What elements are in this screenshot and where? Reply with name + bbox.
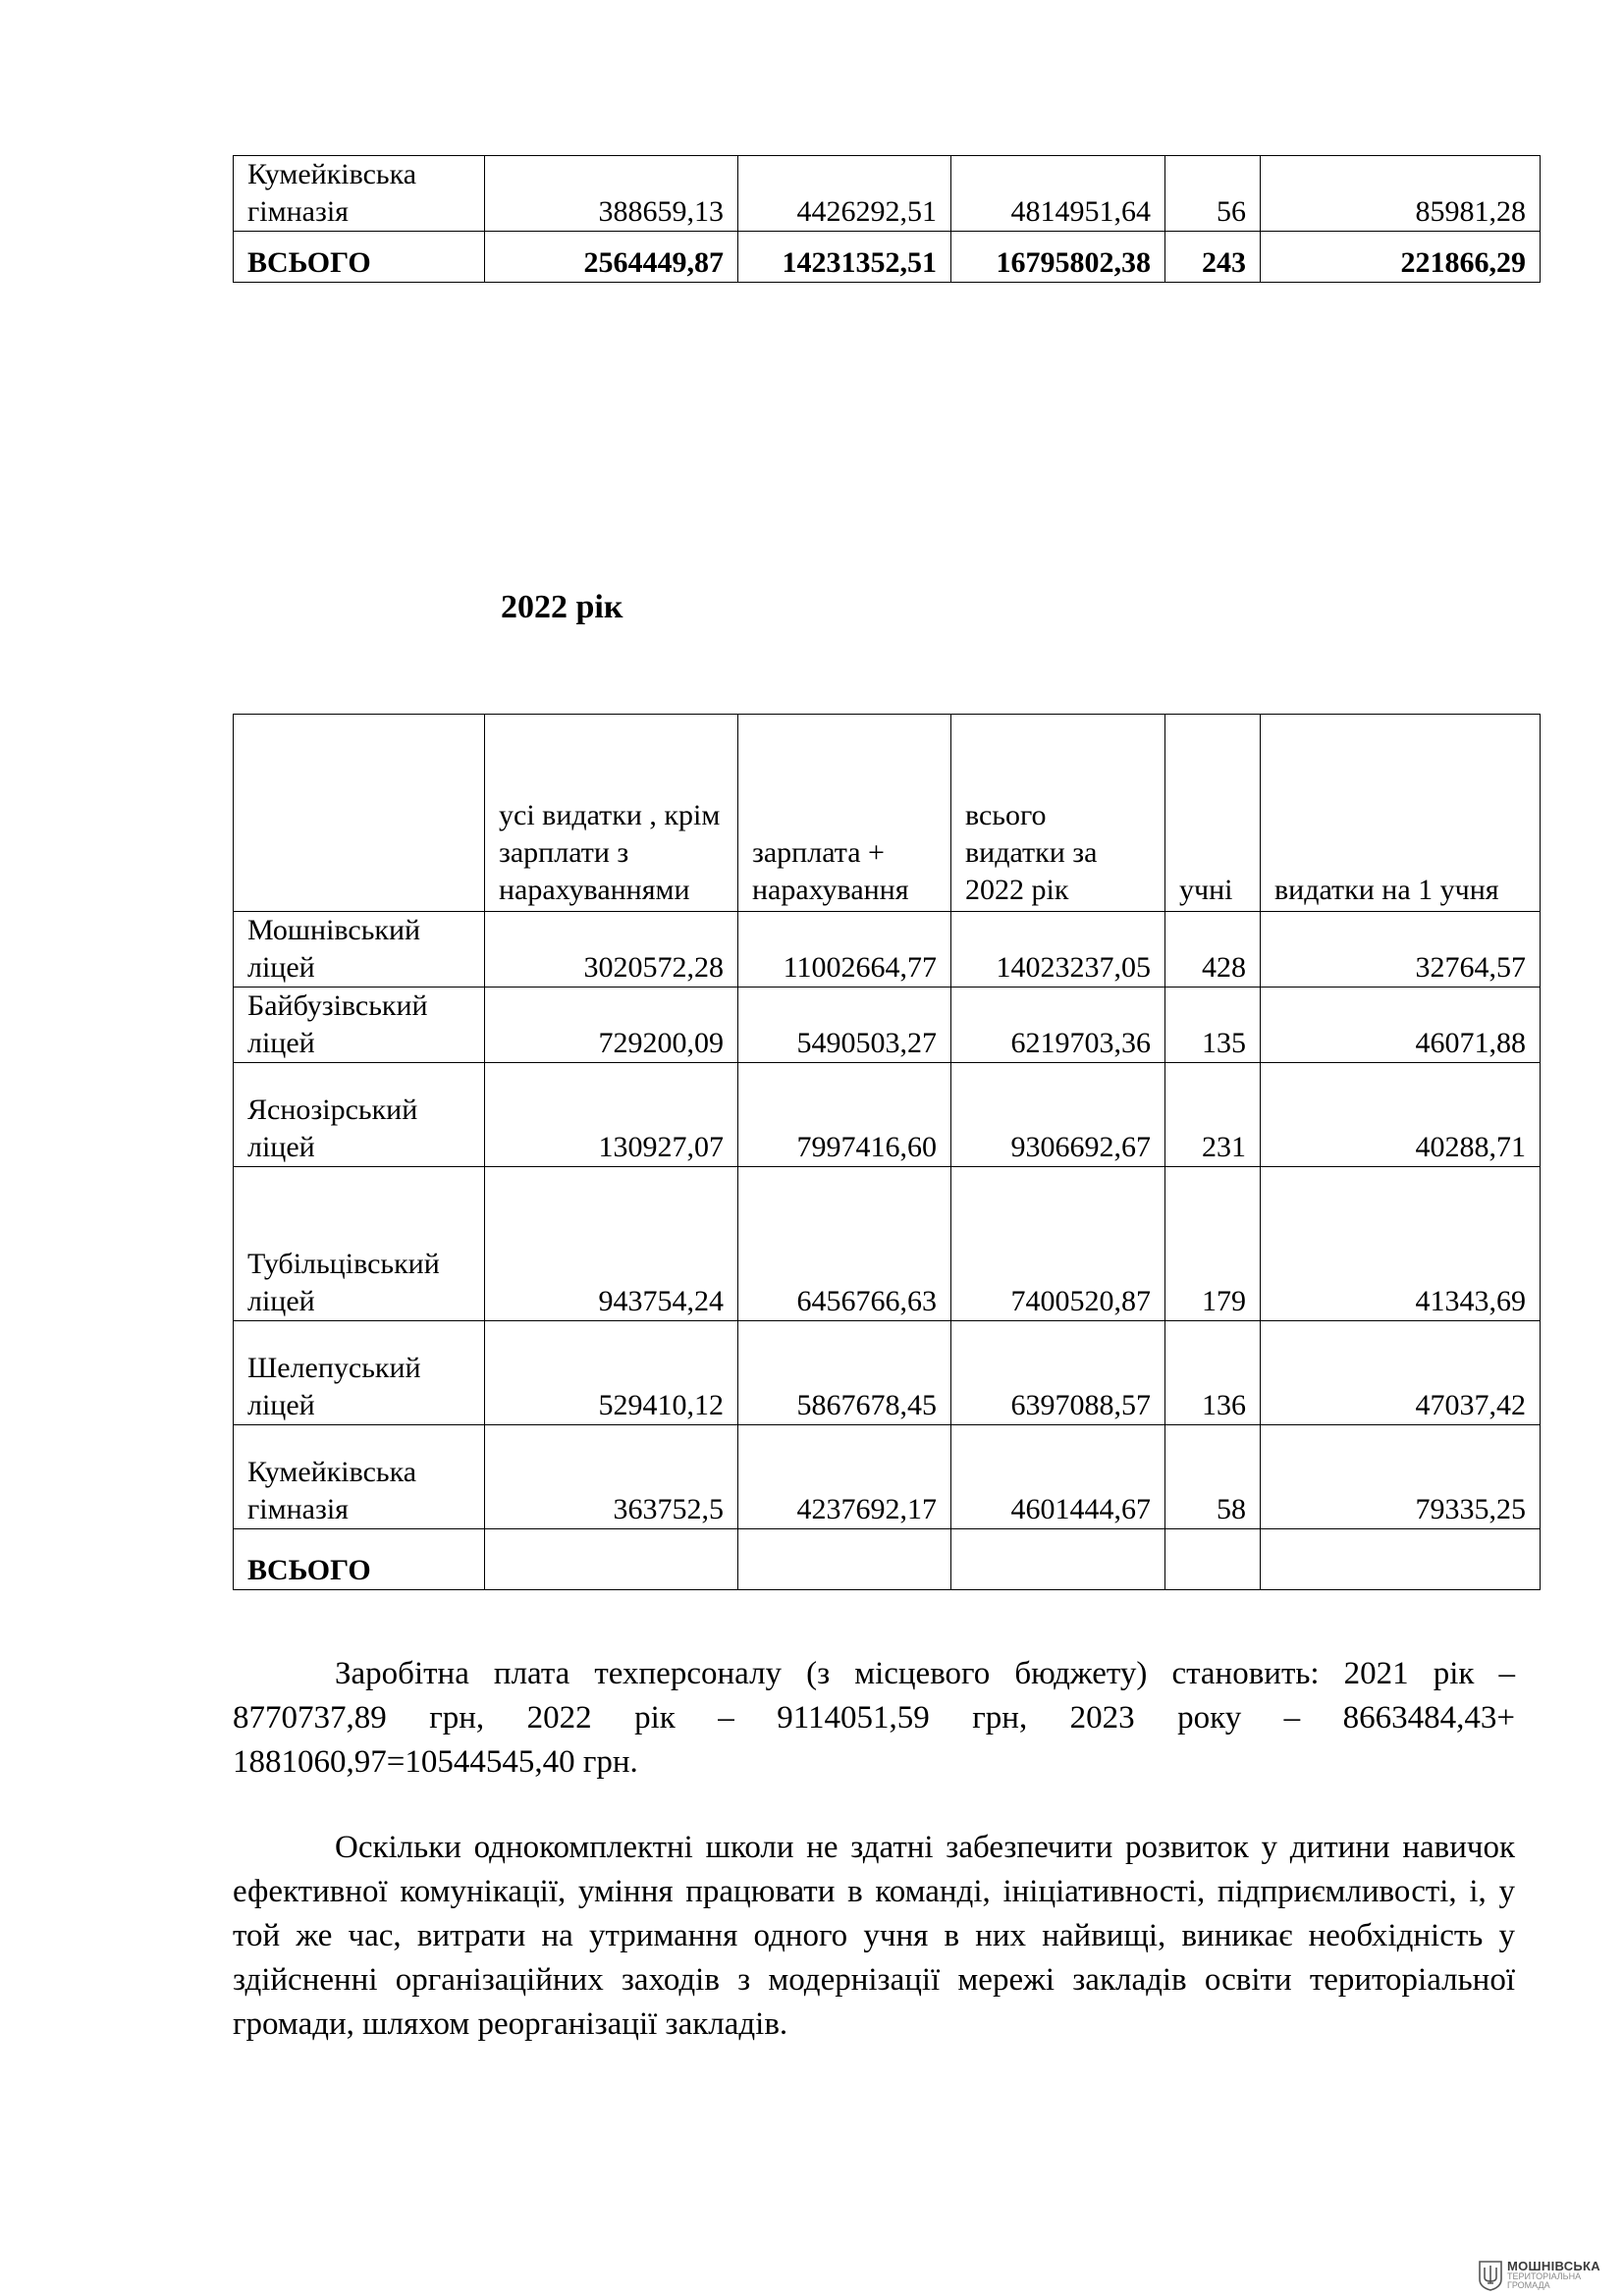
total-expenses: 6397088,57 (951, 1321, 1165, 1425)
pupils-count: 56 (1165, 156, 1261, 232)
total-total (951, 1529, 1165, 1590)
school-name: Кумейківська гімназія (234, 156, 485, 232)
pupils-count: 135 (1165, 988, 1261, 1063)
table-row (234, 1321, 1541, 1425)
total-label: ВСЬОГО (234, 1529, 485, 1590)
table-row (234, 156, 1541, 232)
per-pupil-expenses: 79335,25 (1261, 1425, 1541, 1529)
table-row (234, 1425, 1541, 1529)
total-salary: 14231352,51 (738, 232, 951, 283)
per-pupil-expenses: 47037,42 (1261, 1321, 1541, 1425)
header-name (234, 715, 485, 912)
total-row (234, 1529, 1541, 1590)
school-name: Мошнівський ліцей (234, 912, 485, 988)
pupils-count: 58 (1165, 1425, 1261, 1529)
total-expenses: 4601444,67 (951, 1425, 1165, 1529)
header-row (234, 715, 1541, 912)
salary-expenses: 7997416,60 (738, 1063, 951, 1167)
pupils-count: 428 (1165, 912, 1261, 988)
other-expenses: 943754,24 (485, 1167, 738, 1321)
school-name: Кумейківська гімназія (234, 1425, 485, 1529)
table-row (234, 1167, 1541, 1321)
header-per-pupil: видатки на 1 учня (1261, 715, 1541, 912)
per-pupil-expenses: 41343,69 (1261, 1167, 1541, 1321)
per-pupil-expenses: 40288,71 (1261, 1063, 1541, 1167)
total-per-pupil (1261, 1529, 1541, 1590)
total-expenses: 6219703,36 (951, 988, 1165, 1063)
total-expenses: 14023237,05 (951, 912, 1165, 988)
other-expenses: 130927,07 (485, 1063, 738, 1167)
table-row (234, 1063, 1541, 1167)
logo-title: МОШНІВСЬКА (1507, 2259, 1600, 2273)
other-expenses: 729200,09 (485, 988, 738, 1063)
logo-subtitle-1: ТЕРИТОРІАЛЬНА (1507, 2271, 1582, 2281)
school-name: Тубільцівський ліцей (234, 1167, 485, 1321)
total-expenses: 4814951,64 (951, 156, 1165, 232)
paragraph-salary: Заробітна плата техперсоналу (з місцевого бюджету) становить: 2021 рік – 8770737,89 грн, 2022 рік – 9114051,59 грн, 2023 року – 8663484,43+ 1881060,97=10544545,40 грн. (233, 1656, 1515, 1780)
community-logo (1478, 2258, 1615, 2293)
per-pupil-expenses: 32764,57 (1261, 912, 1541, 988)
year-heading: 2022 рік (501, 589, 623, 625)
other-expenses: 3020572,28 (485, 912, 738, 988)
logo-subtitle-2: ГРОМАДА (1507, 2280, 1550, 2290)
other-expenses: 529410,12 (485, 1321, 738, 1425)
header-total: всього видатки за 2022 рік (951, 715, 1165, 912)
salary-expenses: 6456766,63 (738, 1167, 951, 1321)
table-row (234, 912, 1541, 988)
header-other: усі видатки , крім зарплати з нарахуваннями (485, 715, 738, 912)
school-name: Байбузівський ліцей (234, 988, 485, 1063)
salary-expenses: 5490503,27 (738, 988, 951, 1063)
total-expenses: 9306692,67 (951, 1063, 1165, 1167)
total-total: 16795802,38 (951, 232, 1165, 283)
total-pupils: 243 (1165, 232, 1261, 283)
total-row (234, 232, 1541, 283)
total-per-pupil: 221866,29 (1261, 232, 1541, 283)
total-expenses: 7400520,87 (951, 1167, 1165, 1321)
other-expenses: 388659,13 (485, 156, 738, 232)
summary-table-top (233, 155, 1541, 283)
total-other: 2564449,87 (485, 232, 738, 283)
pupils-count: 136 (1165, 1321, 1261, 1425)
trident-emblem-icon (1478, 2260, 1503, 2291)
table-row (234, 988, 1541, 1063)
header-salary: зарплата + нарахування (738, 715, 951, 912)
header-pupils: учні (1165, 715, 1261, 912)
salary-expenses: 4237692,17 (738, 1425, 951, 1529)
pupils-count: 231 (1165, 1063, 1261, 1167)
salary-expenses: 5867678,45 (738, 1321, 951, 1425)
other-expenses: 363752,5 (485, 1425, 738, 1529)
expenses-table-2022 (233, 714, 1541, 1590)
total-pupils (1165, 1529, 1261, 1590)
salary-expenses: 11002664,77 (738, 912, 951, 988)
pupils-count: 179 (1165, 1167, 1261, 1321)
school-name: Шелепуський ліцей (234, 1321, 485, 1425)
per-pupil-expenses: 85981,28 (1261, 156, 1541, 232)
total-label: ВСЬОГО (234, 232, 485, 283)
paragraph-reorganization: Оскільки однокомплектні школи не здатні забезпечити розвиток у дитини навичок ефективної комунікації, уміння працювати в команді, ініціативності, підприємливості, і, у той же час, витрати на утримання одного учня в них найвищі, виникає необхідність у здійсненні організаційних заходів з модернізації мережі закладів освіти територіальної громади, шляхом реорганізації закладів. (233, 1830, 1515, 2042)
per-pupil-expenses: 46071,88 (1261, 988, 1541, 1063)
salary-expenses: 4426292,51 (738, 156, 951, 232)
school-name: Яснозірський ліцей (234, 1063, 485, 1167)
total-other (485, 1529, 738, 1590)
total-salary (738, 1529, 951, 1590)
